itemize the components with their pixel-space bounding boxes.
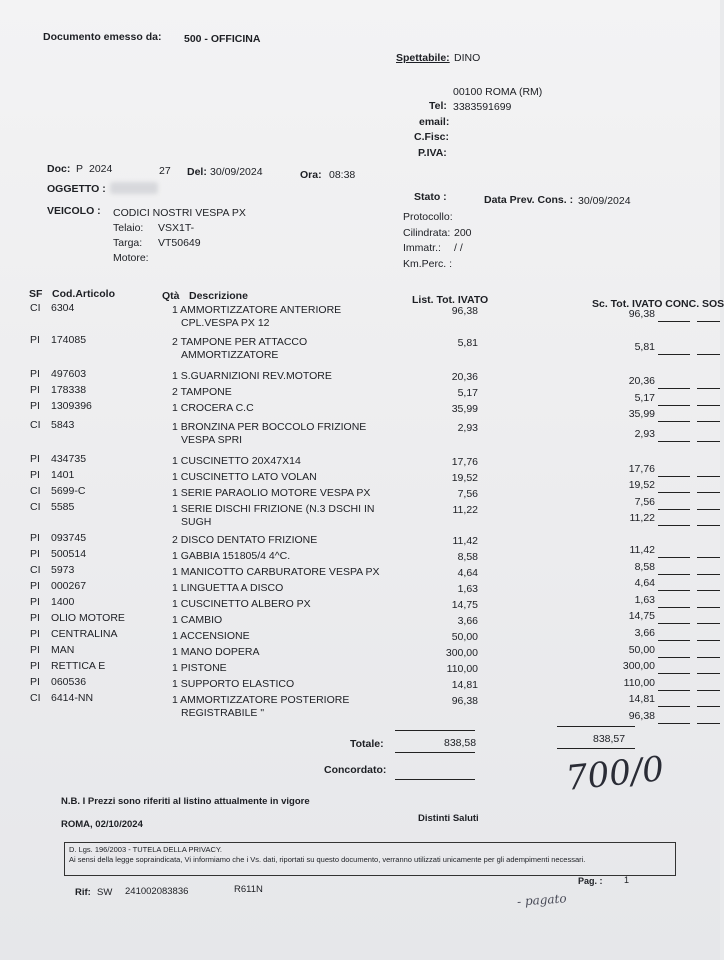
item-sf: PI — [30, 334, 40, 346]
item-discounted-price: 3,66 — [634, 627, 655, 639]
concordato-label: Concordato: — [324, 764, 387, 776]
privacy-text: Ai sensi della legge sopraindicata, Vi informiamo che i Vs. dati, riportati su questo documento, verranno utilizzati unicamente per gli adempimenti necessari. — [69, 855, 586, 864]
item-code: 434735 — [51, 453, 87, 465]
item-sf: PI — [30, 469, 40, 481]
rif-number: 241002083836 — [125, 886, 189, 897]
blank-line — [658, 623, 690, 624]
item-description: 2 TAMPONE — [172, 386, 232, 398]
col-desc: Descrizione — [189, 290, 248, 302]
item-list-price: 1,63 — [457, 583, 478, 595]
total-line — [395, 752, 475, 753]
item-sf: CI — [30, 485, 41, 497]
item-sf: PI — [30, 532, 40, 544]
blank-line — [697, 706, 720, 707]
item-sf: PI — [30, 368, 40, 380]
pag-label: Pag. : — [578, 876, 603, 886]
doc-type: P — [76, 163, 84, 175]
item-code: 060536 — [51, 676, 87, 688]
item-sf: PI — [30, 548, 40, 560]
item-sf: PI — [30, 644, 40, 656]
blank-line — [658, 525, 690, 526]
concordato-line — [395, 779, 475, 780]
item-discounted-price: 5,81 — [634, 341, 655, 353]
blank-line — [697, 673, 720, 674]
item-code: 178338 — [51, 384, 87, 396]
item-sf: PI — [30, 453, 40, 465]
item-description-cont: VESPA SPRI — [181, 434, 243, 446]
blank-line — [658, 607, 690, 608]
col-list: List. Tot. IVATO — [412, 294, 489, 306]
doc-issued-label: Documento emesso da: — [43, 31, 162, 43]
blank-line — [697, 441, 720, 442]
item-list-price: 96,38 — [451, 305, 478, 317]
blank-line — [697, 509, 720, 510]
item-list-price: 3,66 — [457, 615, 478, 627]
blank-line — [658, 557, 690, 558]
item-description: 2 TAMPONE PER ATTACCO — [172, 336, 308, 348]
item-discounted-price: 96,38 — [628, 308, 655, 320]
item-code: 5585 — [51, 501, 75, 513]
item-list-price: 96,38 — [451, 695, 478, 707]
item-code: 497603 — [51, 368, 87, 380]
item-code: 1309396 — [51, 400, 92, 412]
blank-line — [658, 421, 690, 422]
item-list-price: 11,22 — [452, 504, 478, 516]
blank-line — [658, 509, 690, 510]
item-list-price: 17,76 — [451, 456, 478, 468]
item-description-cont: CPL.VESPA PX 12 — [181, 317, 270, 329]
item-description: 1 ACCENSIONE — [172, 630, 250, 642]
item-discounted-price: 14,75 — [628, 610, 655, 622]
item-list-price: 300,00 — [445, 647, 478, 659]
item-list-price: 5,81 — [457, 337, 478, 349]
item-description: 1 GABBIA 151805/4 4^C. — [172, 550, 291, 562]
oggetto-label: OGGETTO : — [47, 183, 106, 195]
blank-line — [697, 723, 720, 724]
redacted-area — [110, 182, 158, 194]
item-discounted-price: 35,99 — [628, 408, 655, 420]
item-code: 5699-C — [51, 485, 86, 497]
item-list-price: 20,36 — [451, 371, 478, 383]
item-description: 2 DISCO DENTATO FRIZIONE — [172, 534, 318, 546]
item-discounted-price: 20,36 — [628, 375, 655, 387]
blank-line — [697, 354, 720, 355]
item-list-price: 5,17 — [457, 387, 478, 399]
del-label: Del: — [187, 166, 207, 178]
item-description: 1 CROCERA C.C — [172, 402, 254, 414]
stato-label: Stato : — [414, 191, 447, 203]
targa-label: Targa: — [113, 237, 143, 249]
item-list-price: 11,42 — [452, 535, 478, 547]
blank-line — [658, 388, 690, 389]
doc-issued-value: 500 - OFFICINA — [184, 33, 261, 45]
item-discounted-price: 14,81 — [628, 693, 655, 705]
col-sos: SOS — [702, 298, 724, 310]
rif-code: R611N — [234, 884, 263, 895]
spettabile-label: Spettabile: — [396, 52, 450, 64]
item-code: 093745 — [51, 532, 87, 544]
item-sf: PI — [30, 400, 40, 412]
item-description: 1 SERIE DISCHI FRIZIONE (N.3 DSCHI IN — [172, 503, 375, 515]
item-description: 1 CUSCINETTO LATO VOLAN — [172, 471, 317, 483]
item-list-price: 50,00 — [451, 631, 478, 643]
blank-line — [658, 690, 690, 691]
immatr-label: Immatr.: — [403, 242, 441, 254]
cilindrata-label: Cilindrata: — [403, 227, 451, 239]
blank-line — [697, 640, 720, 641]
blank-line — [658, 723, 690, 724]
blank-line — [697, 623, 720, 624]
item-discounted-price: 8,58 — [634, 561, 655, 573]
email-label: email: — [419, 116, 450, 128]
blank-line — [658, 321, 690, 322]
item-discounted-price: 300,00 — [622, 660, 655, 672]
targa-value: VT50649 — [158, 237, 201, 249]
item-description: 1 AMMORTIZZATORE ANTERIORE — [172, 304, 342, 316]
doc-number: 27 — [159, 165, 171, 177]
item-list-price: 110,00 — [446, 663, 478, 675]
item-description: 1 LINGUETTA A DISCO — [172, 582, 284, 594]
blank-line — [658, 476, 690, 477]
totale-label: Totale: — [350, 738, 384, 750]
blank-line — [697, 657, 720, 658]
item-sf: CI — [30, 692, 41, 704]
item-description: 1 CUSCINETTO 20X47X14 — [172, 455, 301, 467]
blank-line — [697, 492, 720, 493]
doc-year: 2024 — [89, 163, 113, 175]
item-code: 6414-NN — [51, 692, 94, 704]
handwritten-total: 700/0 — [564, 748, 666, 800]
km-label: Km.Perc. : — [403, 258, 453, 270]
item-description-cont: AMMORTIZZATORE — [181, 349, 279, 361]
col-sf: SF — [29, 288, 43, 300]
blank-line — [697, 525, 720, 526]
blank-line — [658, 574, 690, 575]
protocollo-label: Protocollo: — [403, 211, 453, 223]
item-description: 1 BRONZINA PER BOCCOLO FRIZIONE — [172, 421, 367, 433]
item-description: 1 S.GUARNIZIONI REV.MOTORE — [172, 370, 332, 382]
item-discounted-price: 110,00 — [623, 677, 655, 689]
item-description: 1 SERIE PARAOLIO MOTORE VESPA PX — [172, 487, 371, 499]
doc-label: Doc: — [47, 163, 71, 175]
item-sf: CI — [30, 302, 41, 314]
item-list-price: 2,93 — [457, 422, 478, 434]
item-sf: PI — [30, 612, 40, 624]
blank-line — [697, 690, 720, 691]
total-line — [557, 748, 635, 749]
item-list-price: 35,99 — [451, 403, 478, 415]
blank-line — [658, 441, 690, 442]
blank-line — [697, 388, 720, 389]
item-discounted-price: 11,22 — [629, 512, 655, 524]
item-sf: PI — [30, 580, 40, 592]
item-code: 174085 — [51, 334, 87, 346]
veicolo-value: CODICI NOSTRI VESPA PX — [113, 207, 246, 219]
item-sf: CI — [30, 564, 41, 576]
item-sf: PI — [30, 384, 40, 396]
ora-label: Ora: — [300, 169, 322, 181]
item-code: 000267 — [51, 580, 87, 592]
blank-line — [658, 492, 690, 493]
motore-label: Motore: — [113, 252, 149, 264]
del-value: 30/09/2024 — [210, 166, 263, 178]
rif-value: SW — [97, 887, 113, 898]
blank-line — [697, 590, 720, 591]
col-cod: Cod.Articolo — [52, 288, 115, 300]
blank-line — [658, 673, 690, 674]
telaio-value: VSX1T- — [158, 222, 195, 234]
blank-line — [658, 354, 690, 355]
ora-value: 08:38 — [329, 169, 356, 181]
item-code: CENTRALINA — [51, 628, 118, 640]
blank-line — [697, 557, 720, 558]
item-discounted-price: 96,38 — [628, 710, 655, 722]
blank-line — [658, 657, 690, 658]
privacy-box — [64, 842, 676, 876]
item-discounted-price: 7,56 — [634, 496, 655, 508]
item-code: 1400 — [51, 596, 75, 608]
item-list-price: 19,52 — [451, 472, 478, 484]
veicolo-label: VEICOLO : — [47, 205, 101, 217]
blank-line — [697, 321, 720, 322]
blank-line — [658, 405, 690, 406]
total-line — [395, 730, 475, 731]
blank-line — [697, 574, 720, 575]
item-discounted-price: 1,63 — [634, 594, 655, 606]
item-discounted-price: 2,93 — [634, 428, 655, 440]
telaio-label: Telaio: — [113, 222, 144, 234]
item-sf: CI — [30, 501, 41, 513]
item-code: 6304 — [51, 302, 75, 314]
blank-line — [697, 476, 720, 477]
item-list-price: 14,75 — [451, 599, 478, 611]
col-sc: Sc. Tot. IVATO CONC. — [592, 298, 700, 310]
item-description: 1 AMMORTIZZATORE POSTERIORE — [172, 694, 350, 706]
data-prev-label: Data Prev. Cons. : — [484, 194, 574, 206]
total-line — [557, 726, 635, 727]
item-description: 1 MANO DOPERA — [172, 646, 260, 658]
item-code: OLIO MOTORE — [51, 612, 125, 624]
item-discounted-price: 5,17 — [634, 392, 655, 404]
piva-label: P.IVA: — [418, 147, 447, 159]
item-code: 500514 — [51, 548, 87, 560]
item-code: 5973 — [51, 564, 75, 576]
item-code: RETTICA E — [51, 660, 106, 672]
blank-line — [697, 607, 720, 608]
blank-line — [658, 590, 690, 591]
item-description: 1 MANICOTTO CARBURATORE VESPA PX — [172, 566, 380, 578]
immatr-value: / / — [454, 242, 463, 254]
blank-line — [697, 405, 720, 406]
item-discounted-price: 19,52 — [628, 479, 655, 491]
tel-label: Tel: — [429, 100, 447, 112]
item-discounted-price: 17,76 — [628, 463, 655, 475]
cilindrata-value: 200 — [454, 227, 472, 239]
item-code: MAN — [51, 644, 75, 656]
item-discounted-price: 50,00 — [628, 644, 655, 656]
item-code: 5843 — [51, 419, 75, 431]
item-sf: PI — [30, 628, 40, 640]
cfisc-label: C.Fisc: — [414, 131, 450, 143]
nb-note: N.B. I Prezzi sono riferiti al listino attualmente in vigore — [61, 796, 310, 807]
item-list-price: 8,58 — [457, 551, 478, 563]
item-description: 1 SUPPORTO ELASTICO — [172, 678, 295, 690]
item-discounted-price: 4,64 — [634, 577, 655, 589]
item-description-cont: REGISTRABILE " — [181, 707, 265, 719]
data-prev-value: 30/09/2024 — [578, 195, 631, 207]
item-description: 1 CAMBIO — [172, 614, 223, 626]
blank-line — [658, 640, 690, 641]
saluti: Distinti Saluti — [418, 813, 479, 824]
blank-line — [697, 421, 720, 422]
item-description-cont: SUGH — [181, 516, 212, 528]
item-list-price: 4,64 — [457, 567, 478, 579]
totale-sc: 838,57 — [593, 733, 626, 745]
customer-name: DINO — [454, 52, 481, 64]
blank-line — [658, 706, 690, 707]
item-sf: PI — [30, 660, 40, 672]
rif-label: Rif: — [75, 887, 91, 898]
tel-value: 3383591699 — [453, 101, 512, 113]
item-sf: CI — [30, 419, 41, 431]
item-sf: PI — [30, 676, 40, 688]
totale-list: 838,58 — [444, 737, 477, 749]
place-date: ROMA, 02/10/2024 — [61, 819, 143, 830]
col-qta: Qtà — [162, 290, 180, 302]
item-code: 1401 — [51, 469, 75, 481]
pag-value: 1 — [624, 875, 630, 885]
item-list-price: 14,81 — [451, 679, 478, 691]
item-description: 1 PISTONE — [172, 662, 227, 674]
privacy-title: D. Lgs. 196/2003 - TUTELA DELLA PRIVACY. — [69, 845, 222, 854]
item-list-price: 7,56 — [457, 488, 478, 500]
handwritten-note: - pagato — [516, 891, 568, 909]
customer-address: 00100 ROMA (RM) — [453, 86, 543, 98]
item-discounted-price: 11,42 — [629, 544, 655, 556]
item-sf: PI — [30, 596, 40, 608]
item-description: 1 CUSCINETTO ALBERO PX — [172, 598, 311, 610]
